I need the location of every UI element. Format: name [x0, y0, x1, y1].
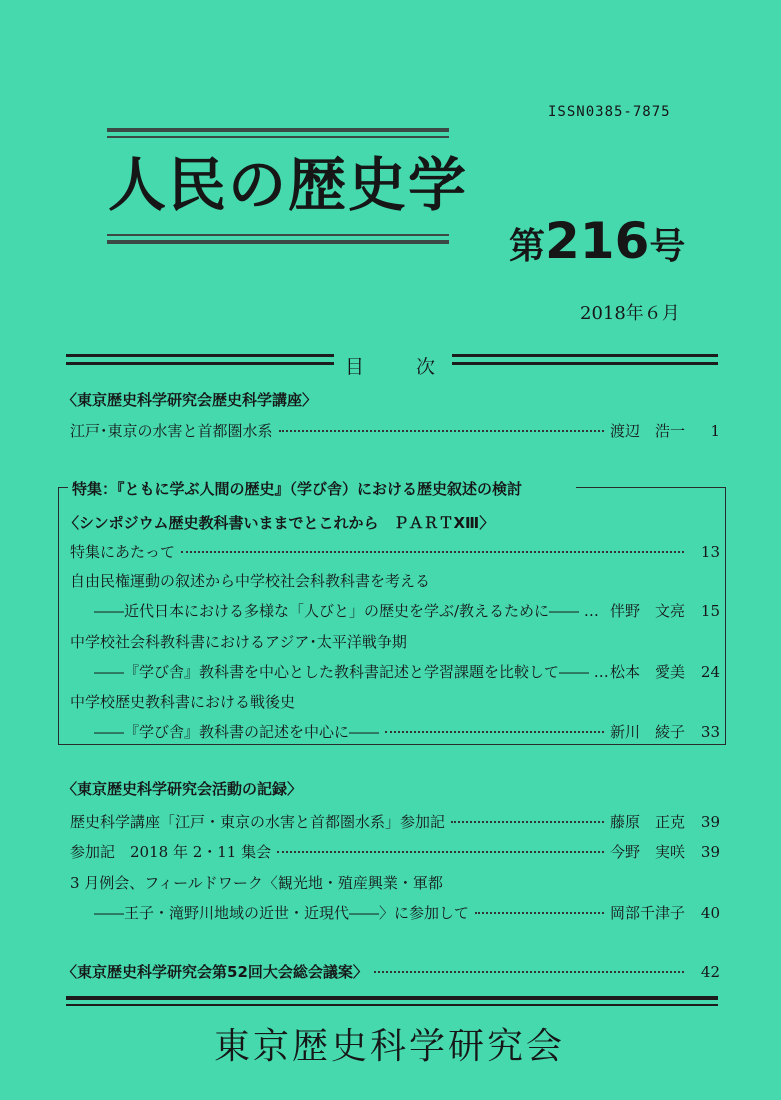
toc-entry: [94, 661, 720, 682]
entry-title: 参加記 2018 年 2・11 集会: [70, 843, 272, 861]
issue-prefix: 第: [509, 226, 546, 267]
entry-author: 新川 綾子: [610, 723, 686, 741]
footer-rule: [66, 996, 718, 1000]
leader-dots: [475, 912, 604, 914]
toc-entry: [70, 420, 720, 441]
entry-page: 42: [700, 963, 720, 981]
entry-title: 中学校社会科教科書におけるアジア･太平洋戦争期: [70, 633, 407, 651]
toc-entry: [94, 902, 720, 923]
toc-entry: [94, 721, 720, 742]
entry-page: 33: [700, 723, 720, 741]
section-heading-general-meeting: 〈東京歴史科学研究会第52回大会総会議案〉: [62, 963, 368, 981]
toc-entry: [62, 961, 720, 982]
entry-author: 渡辺 浩一: [610, 422, 686, 440]
toc-entry: [70, 841, 720, 862]
toc-entry: [70, 811, 720, 832]
toc-rule-left: [66, 354, 334, 357]
entry-subtitle: ――『学び舎』教科書の記述を中心に――: [94, 723, 380, 741]
issn-number: ISSN0385-7875: [548, 104, 671, 120]
toc-entry: [94, 600, 720, 621]
entry-page: 40: [700, 904, 720, 922]
feature-heading: 特集：『ともに学ぶ人間の歴史』（学び舎）における歴史叙述の検討: [72, 480, 523, 498]
entry-title: 江戸･東京の水害と首都圏水系: [70, 422, 273, 440]
title-rule-top: [107, 128, 449, 132]
entry-subtitle: ――近代日本における多様な「人びと」の歴史を学ぶ/教えるために―― …: [94, 602, 599, 620]
entry-page: 24: [700, 663, 720, 681]
publisher-name: 東京歴史科学研究会: [214, 1026, 566, 1067]
title-rule-bottom: [107, 234, 449, 236]
issue-number: [509, 212, 686, 279]
leader-dots: [181, 551, 684, 553]
footer-rule-2: [66, 1004, 718, 1006]
entry-subtitle: ――王子・滝野川地域の近世・近現代――〉に参加して: [94, 904, 470, 922]
toc-heading-left: 目: [345, 356, 365, 378]
entry-author: 松本 愛美: [610, 663, 686, 681]
entry-author: 今野 実咲: [610, 843, 686, 861]
section-heading-lecture: 〈東京歴史科学研究会歴史科学講座〉: [62, 391, 318, 409]
toc-rule-right-2: [452, 362, 718, 365]
feature-subheading: 〈シンポジウム歴史教科書いままでとこれから ＰＡＲＴⅩⅢ〉: [64, 514, 495, 532]
entry-title: 特集にあたって: [70, 543, 176, 561]
entry-page: 15: [700, 602, 720, 620]
entry-page: 13: [700, 543, 720, 561]
entry-title: 中学校歴史教科書における戦後史: [70, 693, 296, 711]
feature-box-top-right: [576, 487, 726, 488]
issue-suffix: 号: [649, 226, 686, 267]
leader-dots: [451, 821, 604, 823]
entry-page: 39: [700, 813, 720, 831]
title-rule-bottom-2: [107, 240, 449, 244]
journal-title: 人民の歴史学: [108, 151, 469, 219]
issue-date: 2018年６月: [580, 303, 680, 324]
entry-subtitle: ――『学び舎』教科書を中心とした教科書記述と学習課題を比較して―― …: [94, 663, 609, 681]
feature-box-top-left: [58, 487, 68, 488]
toc-heading-right: 次: [416, 356, 436, 378]
leader-dots: [279, 430, 604, 432]
entry-title: 歴史科学講座「江戸・東京の水害と首都圏水系」参加記: [70, 813, 446, 831]
issue-digits: 216: [545, 212, 650, 270]
entry-author: 岡部千津子: [610, 904, 686, 922]
toc-rule-left-2: [66, 362, 334, 365]
leader-dots: [374, 971, 684, 973]
toc-rule-right: [452, 354, 718, 357]
entry-author: 伴野 文亮: [610, 602, 686, 620]
toc-heading: [345, 352, 435, 379]
leader-dots: [385, 731, 604, 733]
title-rule-top-2: [107, 136, 449, 138]
entry-title: 自由民権運動の叙述から中学校社会科教科書を考える: [70, 572, 431, 590]
section-heading-activities: 〈東京歴史科学研究会活動の記録〉: [62, 780, 303, 798]
entry-author: 藤原 正克: [610, 813, 686, 831]
entry-page: 1: [710, 422, 720, 440]
leader-dots: [277, 851, 604, 853]
entry-title: 3 月例会、フィールドワーク〈観光地・殖産興業・軍都: [70, 874, 443, 892]
entry-page: 39: [700, 843, 720, 861]
toc-entry: [70, 541, 720, 562]
